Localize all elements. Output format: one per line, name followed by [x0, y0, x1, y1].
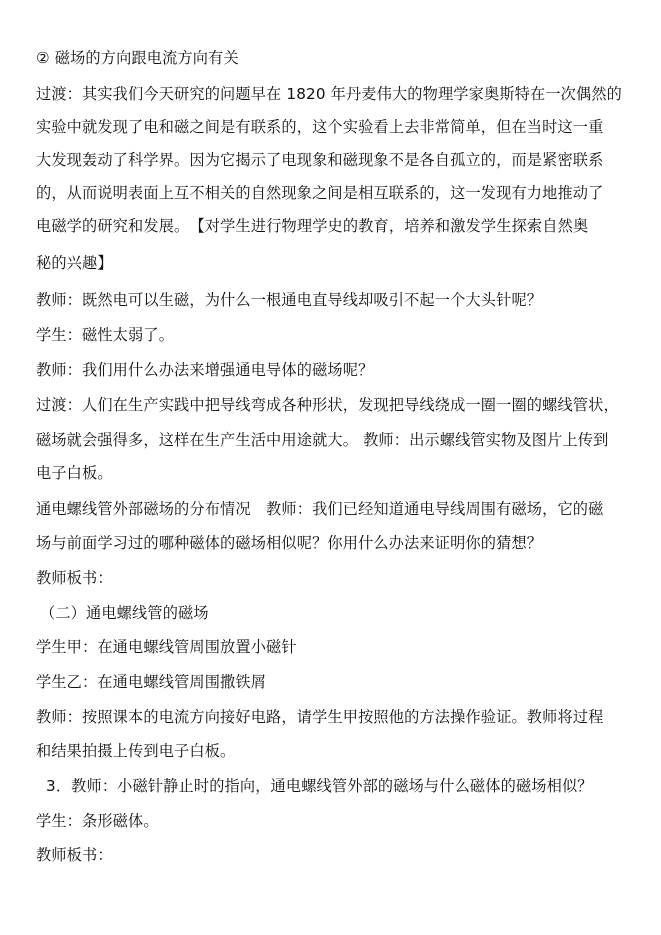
- text-line: 教师板书：: [36, 569, 113, 587]
- text-line: 电磁学的研究和发展。 【对学生进行物理学史的教育，培养和激发学生探索自然奥: [36, 217, 589, 235]
- text-line: 场与前面学习过的哪种磁体的磁场相似呢？你用什么办法来证明你的猜想？: [36, 534, 543, 552]
- text-line: 电子白板。: [36, 464, 113, 482]
- text-line: ② 磁场的方向跟电流方向有关: [36, 49, 239, 67]
- text-line: 的，从而说明表面上互不相关的自然现象之间是相互联系的，这一发现有力地推动了: [36, 184, 604, 202]
- text-line: 过渡：其实我们今天研究的问题早在 1820 年丹麦伟大的物理学家奥斯特在一次偶然的: [36, 85, 623, 103]
- text-line: 通电螺线管外部磁场的分布情况 教师：我们已经知道通电导线周围有磁场，它的磁: [36, 500, 604, 518]
- text-line: 学生甲：在通电螺线管周围放置小磁针: [36, 638, 297, 656]
- text-line: 教师：按照课本的电流方向接好电路，请学生甲按照他的方法操作验证。教师将过程: [36, 708, 604, 726]
- text-line: 学生乙：在通电螺线管周围撒铁屑: [36, 673, 267, 691]
- section-heading: （二）通电螺线管的磁场: [40, 604, 209, 622]
- text-line: 大发现轰动了科学界。因为它揭示了电现象和磁现象不是各自孤立的，而是紧密联系: [36, 151, 604, 169]
- text-line: 实验中就发现了电和磁之间是有联系的，这个实验看上去非常简单，但在当时这一重: [36, 118, 604, 136]
- text-line: 过渡：人们在生产实践中把导线弯成各种形状，发现把导线绕成一圈一圈的螺线管状，: [36, 396, 619, 414]
- text-line: 教师：我们用什么办法来增强通电导体的磁场呢？: [36, 361, 374, 379]
- text-line: 学生：条形磁体。: [36, 812, 159, 830]
- text-line: 磁场就会强得多，这样在生产生活中用途就大。 教师：出示螺线管实物及图片上传到: [36, 431, 609, 449]
- text-line: 教师板书：: [36, 846, 113, 864]
- text-line: 和结果拍摄上传到电子白板。: [36, 742, 236, 760]
- text-line: 教师：既然电可以生磁，为什么一根通电直导线却吸引不起一个大头针呢？: [36, 291, 543, 309]
- text-line: 学生：磁性太弱了。: [36, 326, 175, 344]
- numbered-item: 3．教师：小磁针静止时的指向，通电螺线管外部的磁场与什么磁体的磁场相似？: [46, 777, 593, 795]
- text-line: 秘的兴趣】: [36, 254, 113, 272]
